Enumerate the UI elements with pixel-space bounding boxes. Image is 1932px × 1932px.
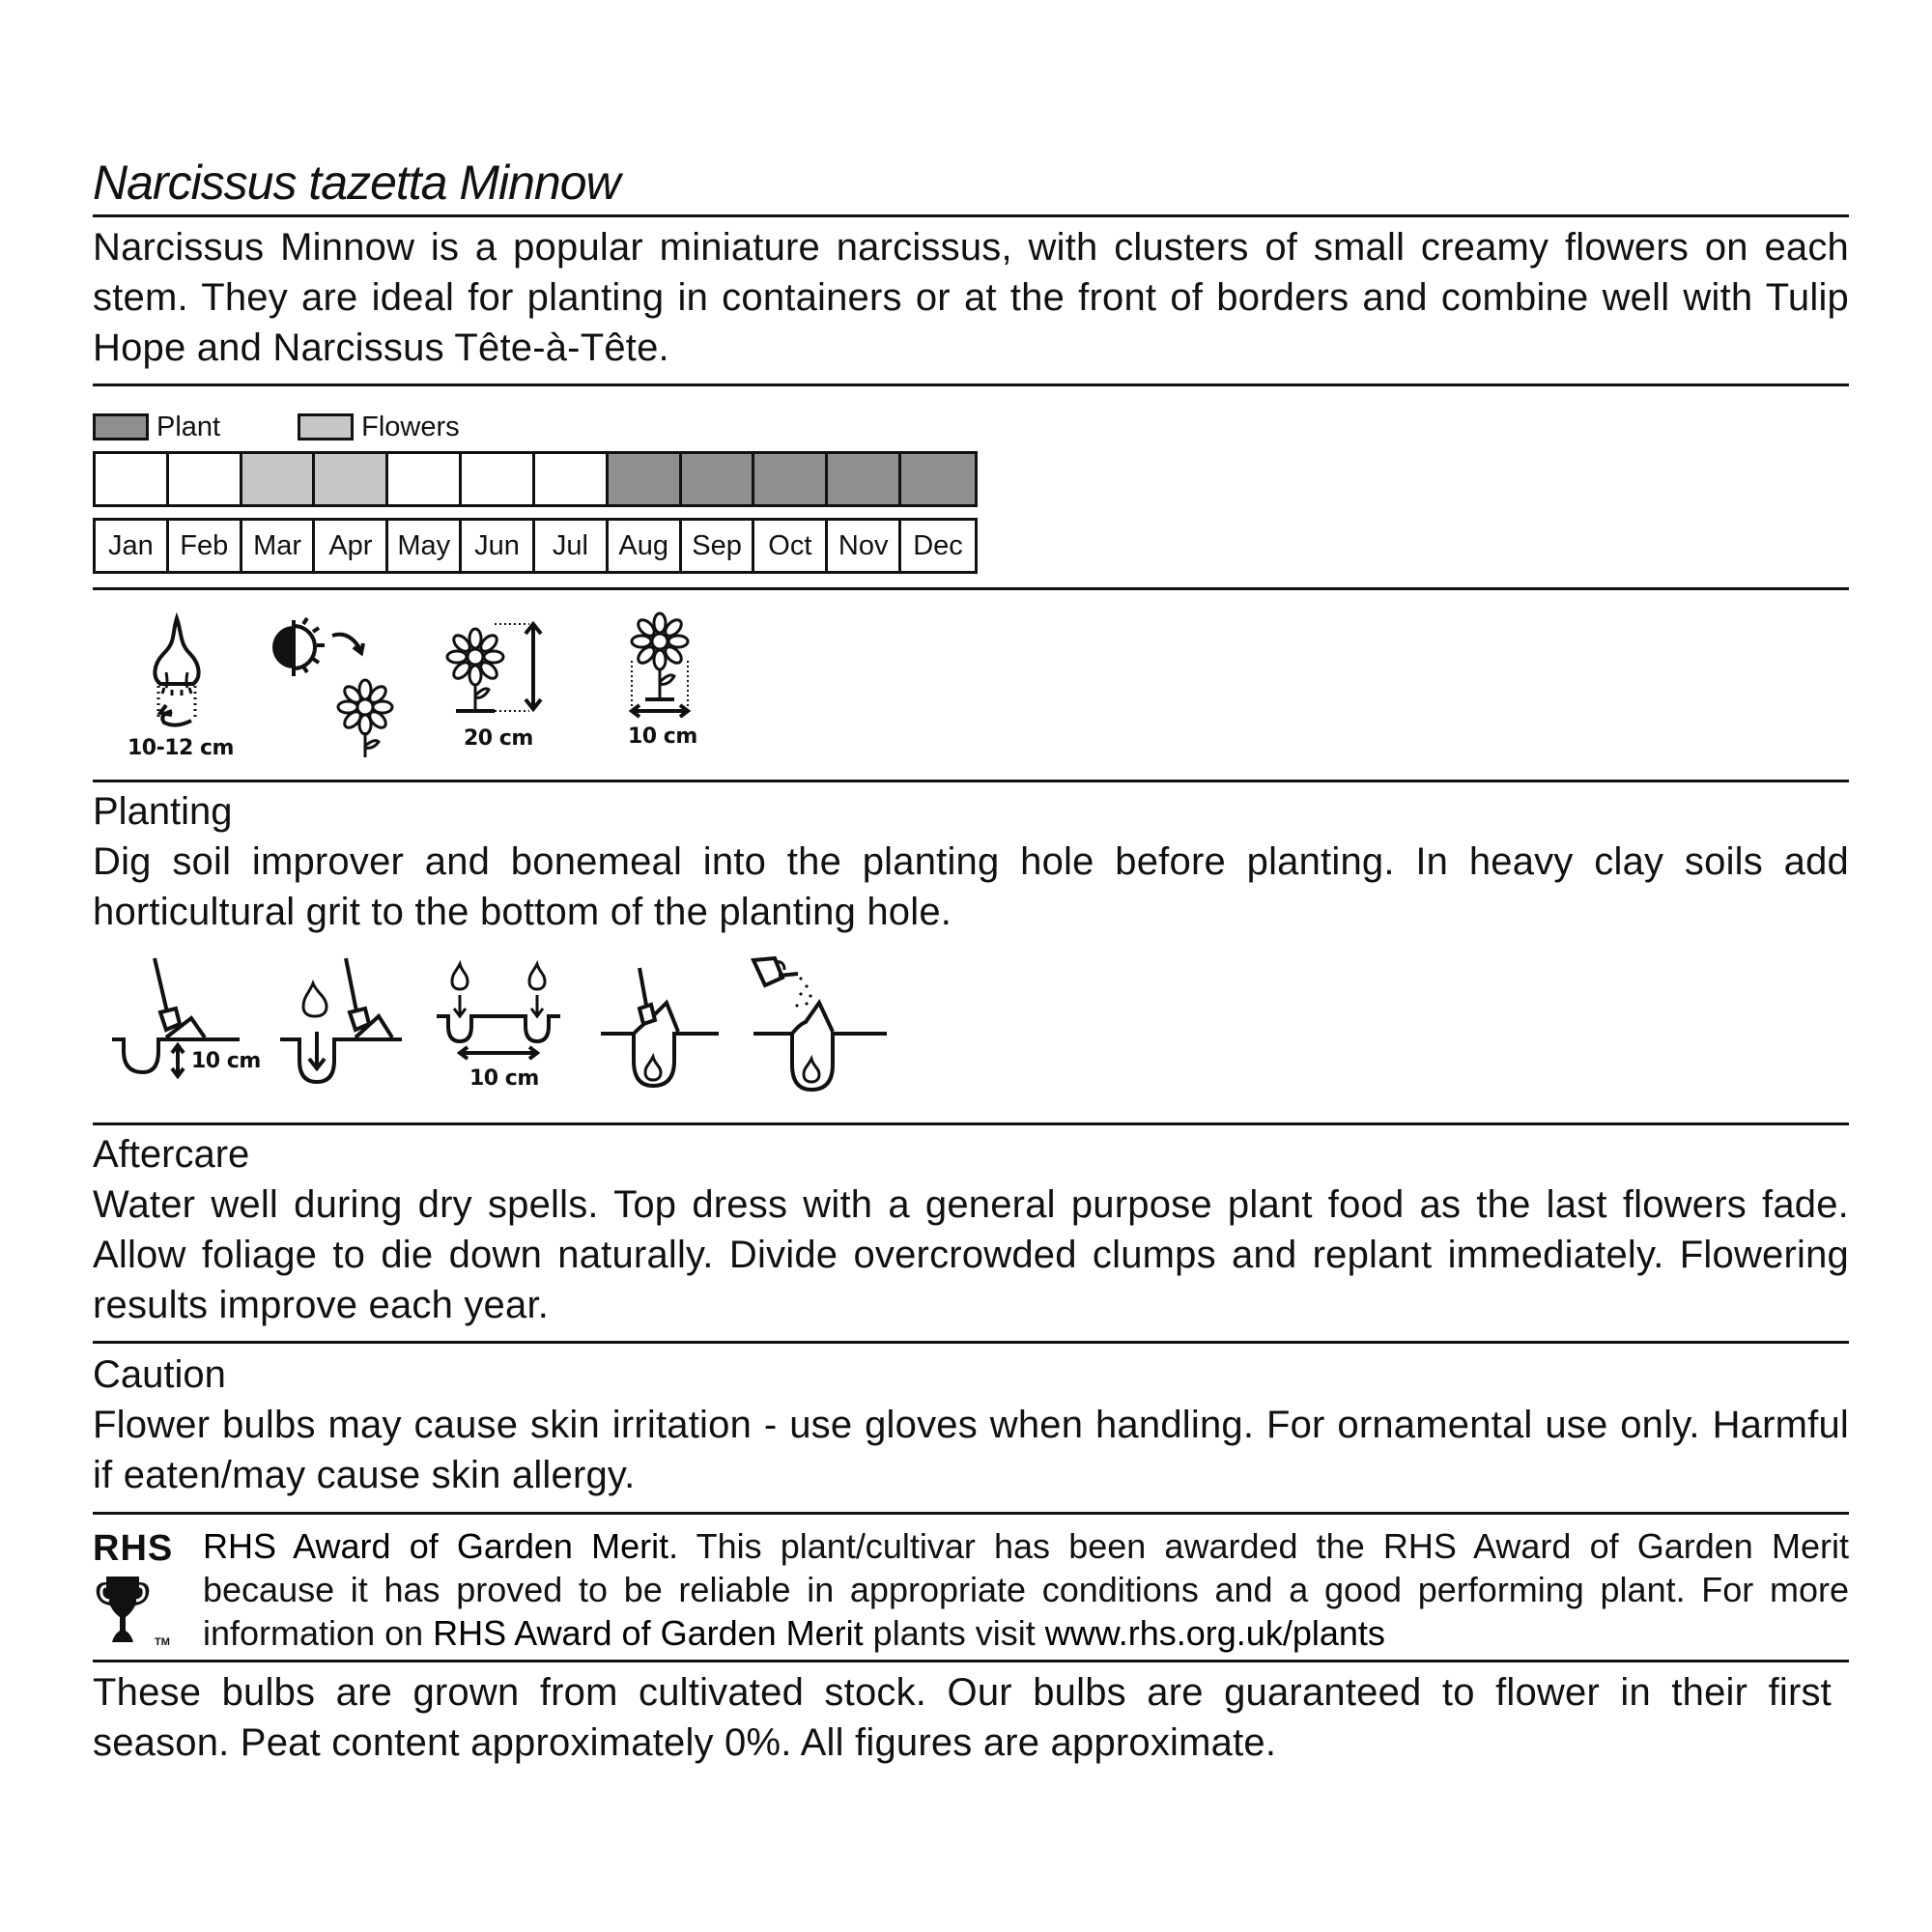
plant-height-icon (446, 618, 553, 729)
calendar-month-oct: Oct (754, 521, 828, 571)
calendar-month-apr: Apr (315, 521, 388, 571)
divider (93, 1660, 1849, 1662)
rhs-award-text (203, 1524, 1849, 1655)
calendar-activity-cell-may (388, 454, 462, 504)
calendar-month-sep: Sep (682, 521, 755, 571)
rhs-logo: RHS (93, 1528, 174, 1569)
legend-label-flowers: Flowers (361, 411, 460, 442)
calendar-month-jun: Jun (462, 521, 535, 571)
calendar-activity-row (93, 451, 978, 507)
place-bulb-icon (276, 954, 412, 1090)
trademark-symbol: TM (155, 1636, 170, 1648)
backfill-icon (599, 964, 724, 1090)
caution-heading: Caution (93, 1353, 226, 1396)
calendar-month-jan: Jan (96, 521, 169, 571)
legend-swatch-flowers (298, 413, 354, 440)
rhs-url: www.rhs.org.uk/plants (1044, 1613, 1385, 1653)
calendar-activity-cell-oct (754, 454, 828, 504)
calendar-month-jul: Jul (535, 521, 609, 571)
bulb-spacing-icon (433, 954, 568, 1061)
legend-plant (93, 412, 220, 443)
divider (93, 1341, 1849, 1344)
aftercare-text: Water well during dry spells. Top dress with a general purpose plant food as the last flowers fade. Allow foliage to die down naturally. Divide overcrowded clumps and replant immediately. Flowering results improve each year. (93, 1183, 1849, 1326)
calendar-activity-cell-dec (901, 454, 975, 504)
calendar-legend (93, 410, 537, 444)
planting-text: Dig soil improver and bonemeal into the planting hole before planting. In heavy clay soils add horticultural grit to the bottom of the planting hole. (93, 840, 1849, 933)
water-icon (752, 956, 887, 1096)
plant-height-label: 20 cm (464, 726, 533, 751)
planting-heading: Planting (93, 790, 233, 833)
calendar-activity-cell-apr (315, 454, 388, 504)
calendar-month-feb: Feb (169, 521, 242, 571)
caution-text: Flower bulbs may cause skin irritation - use gloves when handling. For ornamental use only. Harmful if eaten/may cause skin allergy. (93, 1404, 1849, 1496)
trophy-icon (97, 1573, 155, 1650)
calendar-activity-cell-nov (828, 454, 901, 504)
calendar-activity-cell-aug (609, 454, 682, 504)
divider (93, 384, 1849, 386)
legend-flowers (298, 412, 460, 443)
calendar-month-row (93, 518, 978, 574)
aftercare-heading: Aftercare (93, 1133, 250, 1176)
calendar-month-dec: Dec (913, 529, 963, 561)
divider (93, 780, 1849, 782)
plant-spacing-icon (626, 612, 694, 728)
rhs-text-2: plants visit (863, 1613, 1045, 1653)
description: Narcissus Minnow is a popular miniature narcissus, with clusters of small creamy flowers on each stem. They are ideal for planting in containers or at the front of borders and combine well with Tulip Hope and Narcissus Tête-à-Tête. (93, 226, 1849, 369)
legend-label-plant: Plant (156, 411, 221, 442)
sun-partial-shade-icon (272, 618, 398, 758)
plant-spacing-label: 10 cm (628, 724, 697, 749)
calendar-month-mar: Mar (242, 521, 316, 571)
calendar-activity-cell-jul (535, 454, 609, 504)
calendar-activity-cell-feb (169, 454, 242, 504)
calendar-activity-cell-jun (462, 454, 535, 504)
divider (93, 1122, 1849, 1125)
rhs-award-name: RHS Award of Garden Merit. (203, 1526, 679, 1566)
calendar-activity-cell-mar (242, 454, 316, 504)
footer-text: These bulbs are grown from cultivated stock. Our bulbs are guaranteed to flower in their first season. Peat content approximately 0%. All figures are approximate. (93, 1671, 1832, 1764)
calendar-month-nov: Nov (828, 521, 901, 571)
calendar-activity-cell-sep (682, 454, 755, 504)
divider (93, 1512, 1849, 1515)
rhs-award-name-2: RHS Award of Garden Merit (433, 1613, 864, 1653)
divider (93, 587, 1849, 590)
bulb-depth-label: 10-12 cm (128, 736, 234, 760)
rhs-text-1: This plant/cultivar has been awarded the RHS Award of Garden Merit because it has proved to be reliable in appropriate conditions and a good performing plant. For more information on (203, 1526, 1849, 1653)
dig-depth-label: 10 cm (191, 1049, 261, 1073)
calendar-month-aug: Aug (609, 521, 682, 571)
calendar-activity-cell-jan (96, 454, 169, 504)
divider (93, 214, 1849, 217)
bulb-spacing-label: 10 cm (469, 1066, 539, 1091)
page-title: Narcissus tazetta Minnow (93, 156, 620, 210)
calendar-month-may: May (388, 521, 462, 571)
bulb-depth-icon (143, 614, 211, 730)
legend-swatch-plant (93, 413, 149, 440)
